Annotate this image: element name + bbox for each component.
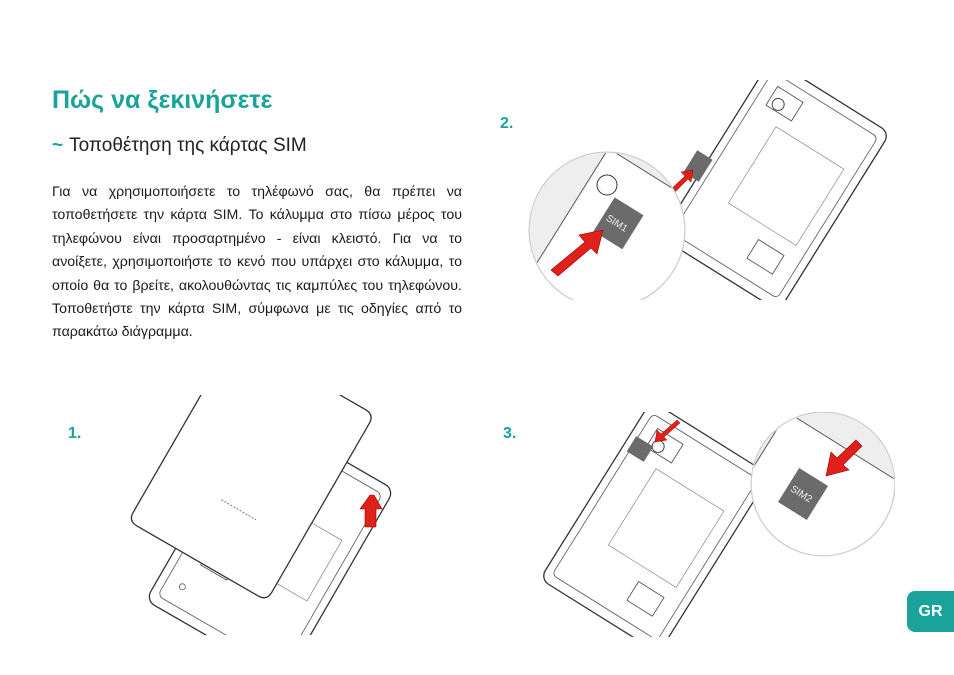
- page-title: Πώς να ξεκινήσετε: [52, 86, 273, 114]
- phone-open: [660, 80, 890, 300]
- subtitle-tilde: ~: [52, 135, 64, 156]
- step-3-label: 3.: [503, 425, 517, 442]
- instructions-paragraph: Για να χρησιμοποιήσετε το τηλέφωνό σας, θα πρέπει να τοποθετήσετε την κάρτα SIM. Το κάλυμμα στο πίσω μέρος του τηλεφώνου είναι προσαρτημένο - είναι κλειστό. Για να το ανοίξετε, χρησιμοποιήστε το κενό που υπάρχει στο κάλυμμα, το οποίο θα το βρείτε, ακολουθώντας τις καμπύλες του τηλεφώνου. Τοποθετήστε την κάρτα SIM, σύμφωνα με τις οδηγίες από το παρακάτω διάγραμμα.: [52, 184, 462, 341]
- language-badge: GR: [907, 591, 954, 632]
- sim1-label: SIM1: [603, 213, 630, 235]
- subtitle-text: Τοποθέτηση της κάρτας SIM: [69, 135, 307, 156]
- step-2-label: 2.: [500, 115, 514, 132]
- phone-open: [540, 412, 770, 637]
- figure-insert-sim1: [525, 80, 895, 300]
- figure-insert-sim2: [530, 412, 895, 637]
- figure-remove-cover: [120, 395, 420, 635]
- step-1-label: 1.: [68, 425, 82, 442]
- sim2-label: SIM2: [788, 483, 814, 506]
- section-subtitle: [52, 135, 307, 157]
